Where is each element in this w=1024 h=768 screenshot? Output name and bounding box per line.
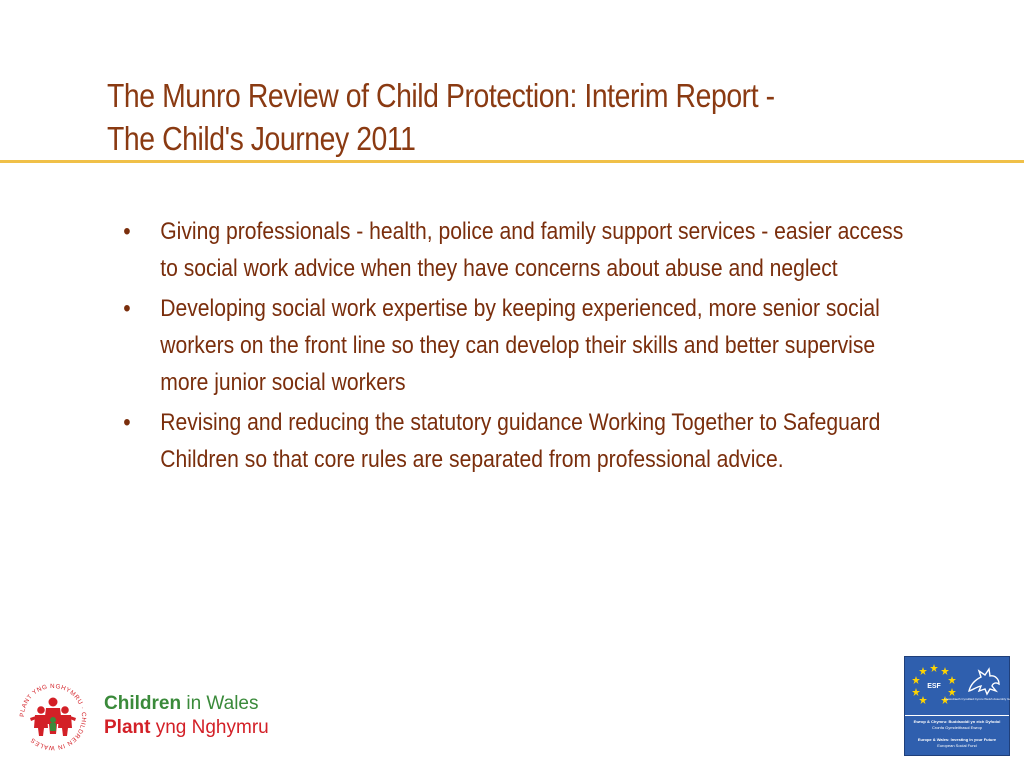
- children-in-wales-wordmark: [104, 692, 269, 740]
- bullet-marker: •: [123, 218, 131, 245]
- children-in-wales-logo: [16, 680, 306, 754]
- bullet-text: Revising and reducing the statutory guidance Working Together to Safeguard Children so that core rules are separated from professional advice.: [160, 409, 881, 473]
- bullet-item: [118, 213, 910, 287]
- esf-line-4: European Social Fund: [937, 743, 977, 748]
- esf-flag-label: ESF: [927, 683, 941, 690]
- esf-line-2: Cronfa Gymdeithasol Ewrop: [931, 725, 983, 730]
- bullet-marker: •: [123, 409, 131, 436]
- title-line-1: The Munro Review of Child Protection: Interim Report -: [107, 77, 775, 114]
- wordmark-welsh-rest: yng Nghymru: [150, 717, 269, 738]
- title-line-2: The Child's Journey 2011: [107, 120, 416, 157]
- esf-right-caption: Llywodraeth Cynulliad Cymru Welsh Assembly Government: [944, 697, 1024, 701]
- wordmark-english: [104, 692, 269, 716]
- esf-line-3: Europe & Wales: Investing in your Future: [917, 737, 997, 742]
- bullet-text: Giving professionals - health, police and family support services - easier access to social work advice when they have concerns about abuse and neglect: [160, 218, 904, 282]
- bullet-item: [118, 290, 910, 401]
- esf-divider: [905, 715, 1009, 716]
- emblem-ring-text: PLANT YNG NGHYMRU · CHILDREN IN WALES: [18, 682, 88, 752]
- esf-line-1: Ewrop & Chymru: Buddsoddi yn eich Dyfodol: [913, 719, 1001, 724]
- title-divider: [0, 160, 1024, 163]
- bullet-marker: •: [123, 295, 131, 322]
- welsh-dragon-icon: [944, 663, 1024, 703]
- slide-title: [107, 74, 864, 160]
- bullet-text: Developing social work expertise by keeping experienced, more senior social workers on the front line so they can develop their skills and better supervise more junior social workers: [160, 295, 880, 396]
- wordmark-english-rest: in Wales: [181, 693, 259, 714]
- wordmark-welsh-strong: Plant: [104, 717, 151, 738]
- bullet-item: [118, 404, 910, 478]
- bullet-list: [118, 213, 910, 481]
- wordmark-welsh: [104, 716, 269, 740]
- wordmark-english-strong: Children: [104, 693, 182, 714]
- esf-logo: [904, 656, 1024, 756]
- children-in-wales-emblem-icon: [16, 680, 90, 754]
